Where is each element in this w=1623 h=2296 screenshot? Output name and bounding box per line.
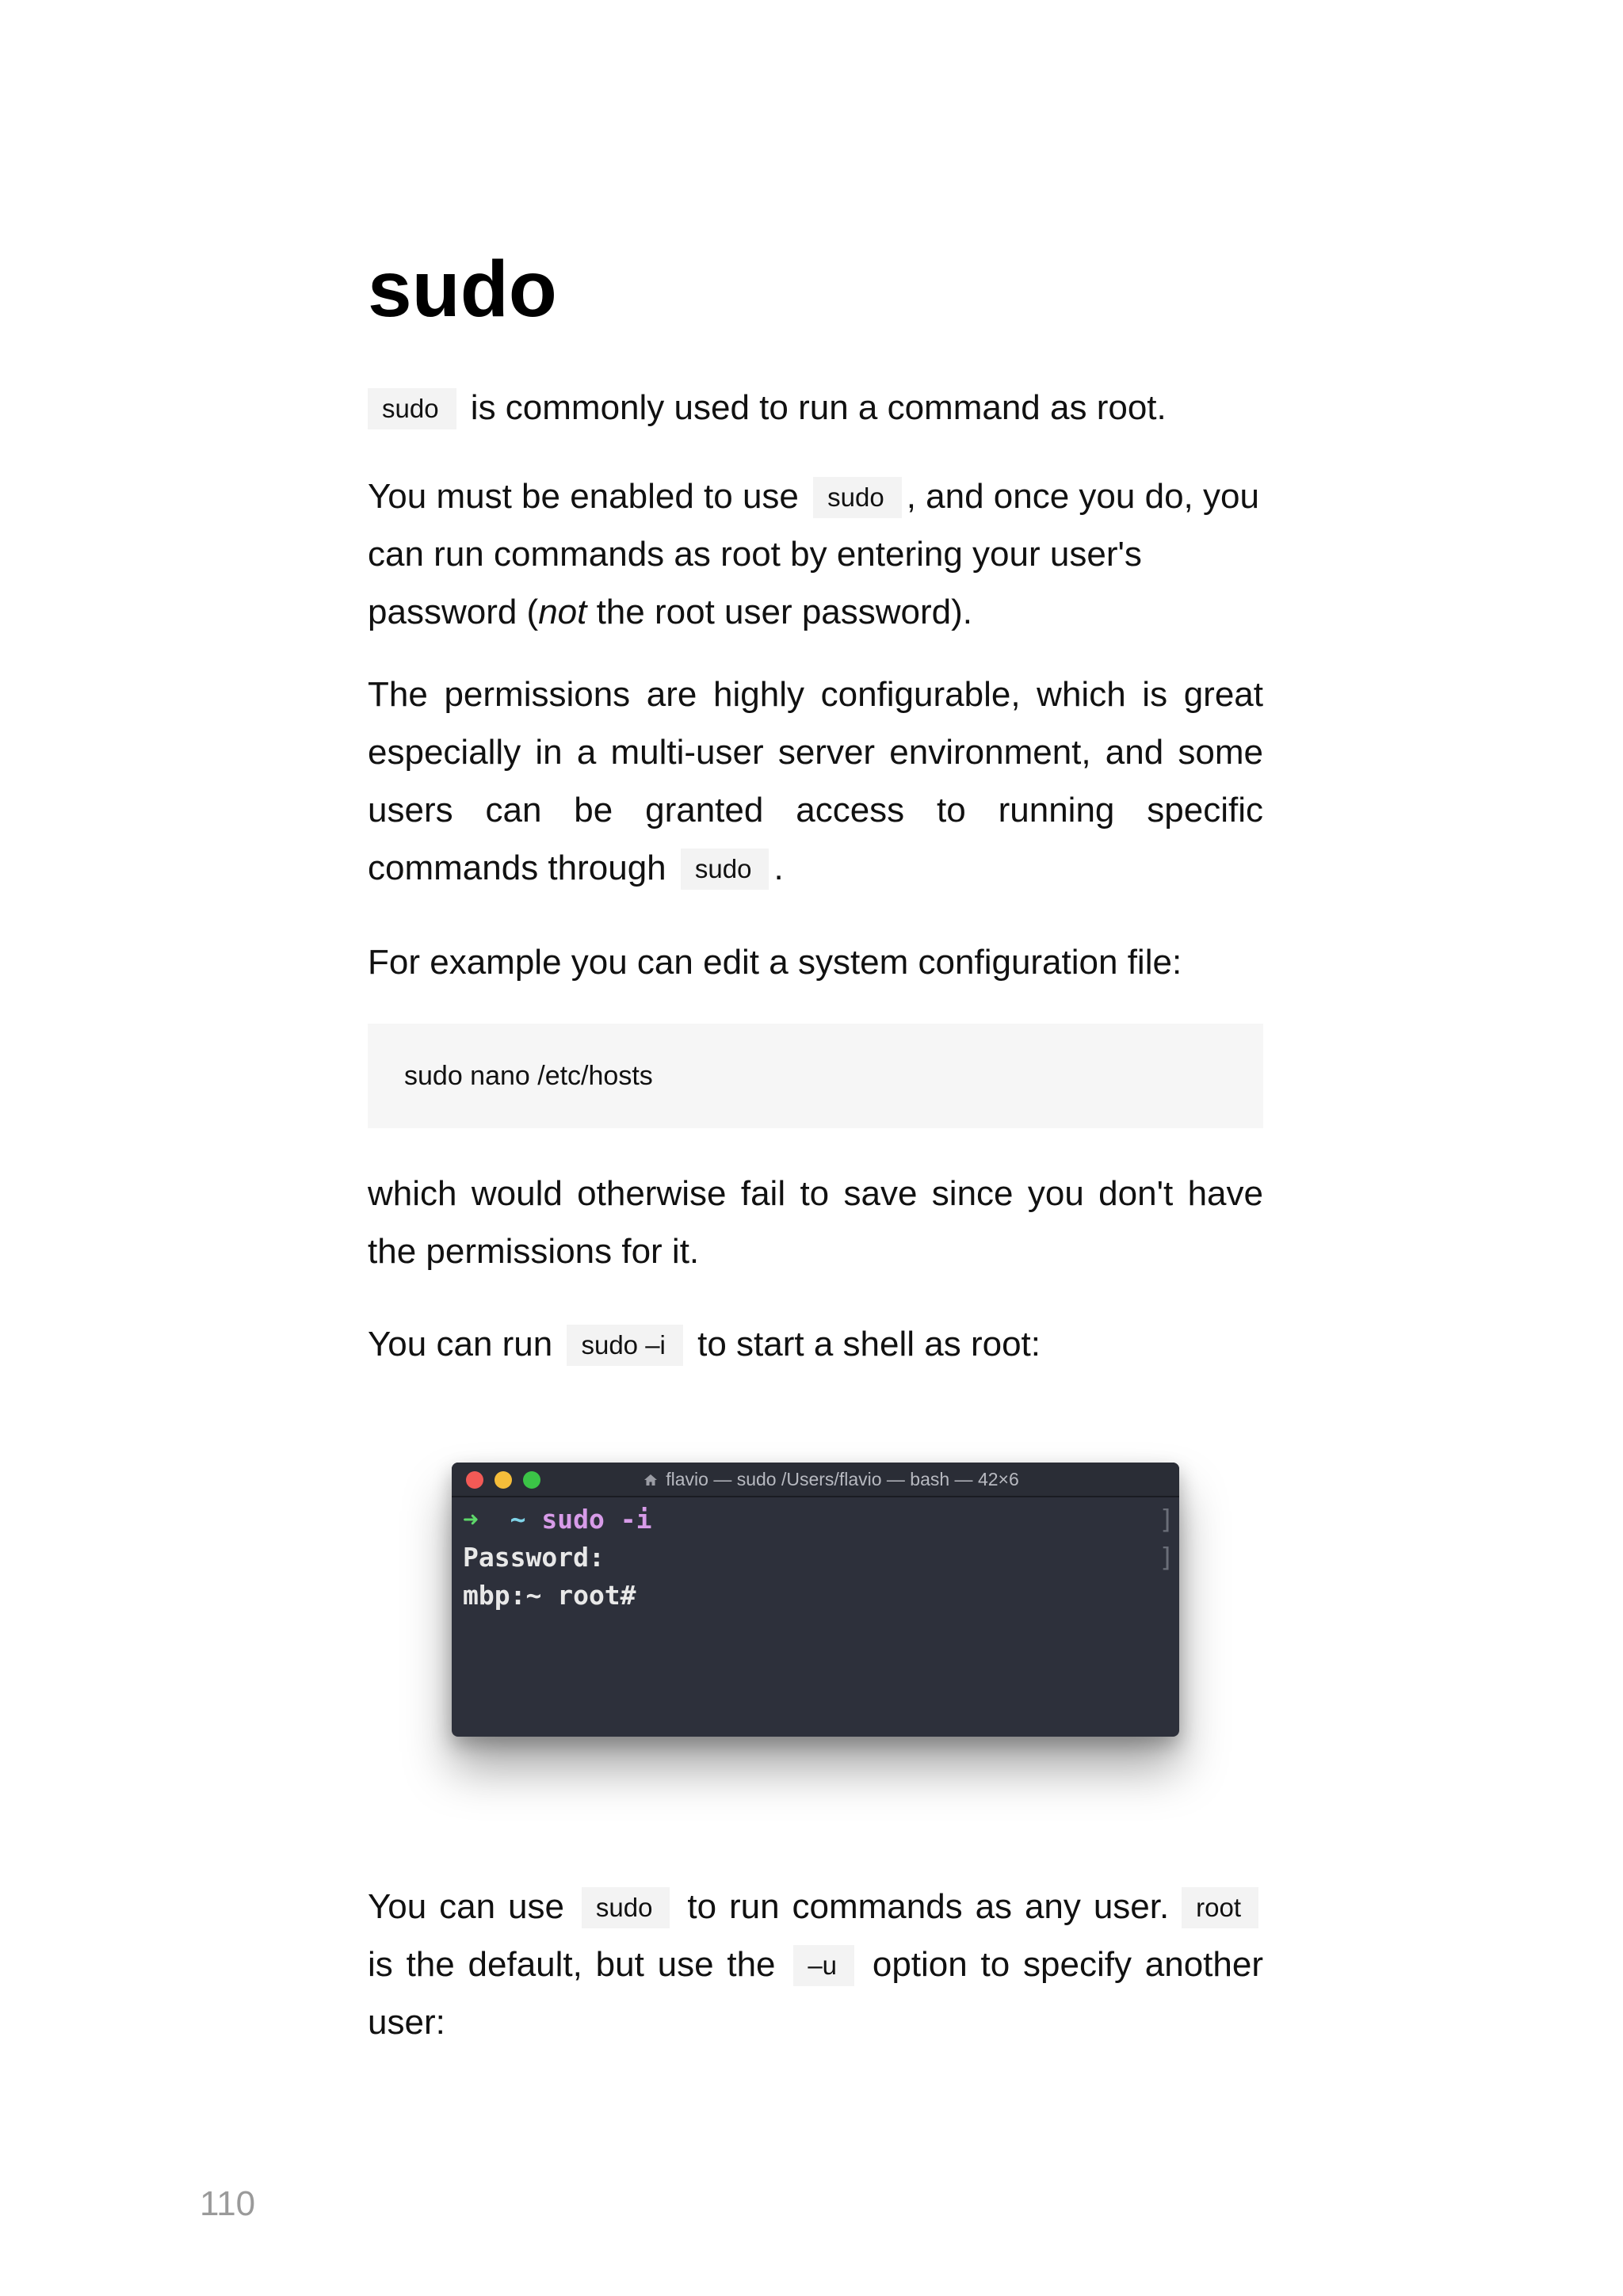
terminal-output	[452, 1497, 1179, 1618]
page-title: sudo	[368, 245, 557, 334]
paragraph-text: to start a shell as root:	[697, 1325, 1041, 1363]
paragraph-fail: which would otherwise fail to save since you don't have the permissions for it.	[368, 1174, 1263, 1271]
inline-code: sudo	[681, 849, 769, 890]
inline-code: sudo –i	[567, 1325, 682, 1366]
terminal-text: Password:	[463, 1542, 605, 1573]
paragraph-text: The permissions are highly configurable, which is great especially in a multi-user server environment, and some users can be granted access to running specific commands through	[368, 675, 1263, 887]
inline-code: –u	[793, 1945, 854, 1986]
inline-code: sudo	[813, 477, 902, 518]
terminal-text: mbp:~ root#	[463, 1580, 636, 1611]
terminal-titlebar	[452, 1463, 1179, 1497]
paragraph-shell	[368, 1315, 1263, 1373]
paragraph-text: You must be enabled to use	[368, 477, 799, 516]
paragraph-text: .	[773, 849, 784, 887]
paragraph-example: For example you can edit a system configuration file:	[368, 943, 1182, 982]
terminal-title: flavio — sudo /Users/flavio — bash — 42×6	[666, 1469, 1019, 1489]
inline-code: sudo	[582, 1887, 670, 1928]
prompt-path: ~	[510, 1504, 526, 1535]
paragraph-enable	[368, 467, 1263, 641]
paragraph-text: You can use	[368, 1887, 564, 1926]
terminal-line: ➜ ~ sudo -i ]	[463, 1504, 1174, 1535]
paragraph-text: , and once you do, you can run commands as root by entering your user's password (	[368, 477, 1259, 631]
paragraph-text: the root user password).	[586, 593, 973, 631]
terminal-window	[452, 1463, 1179, 1737]
terminal-line: Password: ]	[463, 1542, 1174, 1573]
paragraph-text: is the default, but use the	[368, 1945, 776, 1984]
paragraph-permissions	[368, 666, 1263, 897]
emphasis-text: not	[538, 593, 587, 631]
paragraph-text: is commonly used to run a command as root.	[470, 388, 1167, 427]
terminal-line	[463, 1577, 1168, 1615]
home-icon	[643, 1474, 658, 1486]
paragraph-text: option to specify another user:	[368, 1945, 1263, 2042]
terminal-command: sudo -i	[541, 1504, 652, 1535]
paragraph-text: to run commands as any user.	[687, 1887, 1170, 1926]
prompt-arrow: ➜	[463, 1504, 479, 1535]
inline-code: root	[1182, 1887, 1258, 1928]
paragraph-intro	[368, 379, 1263, 437]
page-number: 110	[200, 2184, 256, 2223]
code-block: sudo nano /etc/hosts	[368, 1024, 1263, 1128]
paragraph-any-user	[368, 1878, 1263, 2051]
paragraph-text: You can run	[368, 1325, 553, 1363]
terminal-screenshot	[420, 1434, 1212, 1830]
inline-code: sudo	[368, 388, 456, 429]
